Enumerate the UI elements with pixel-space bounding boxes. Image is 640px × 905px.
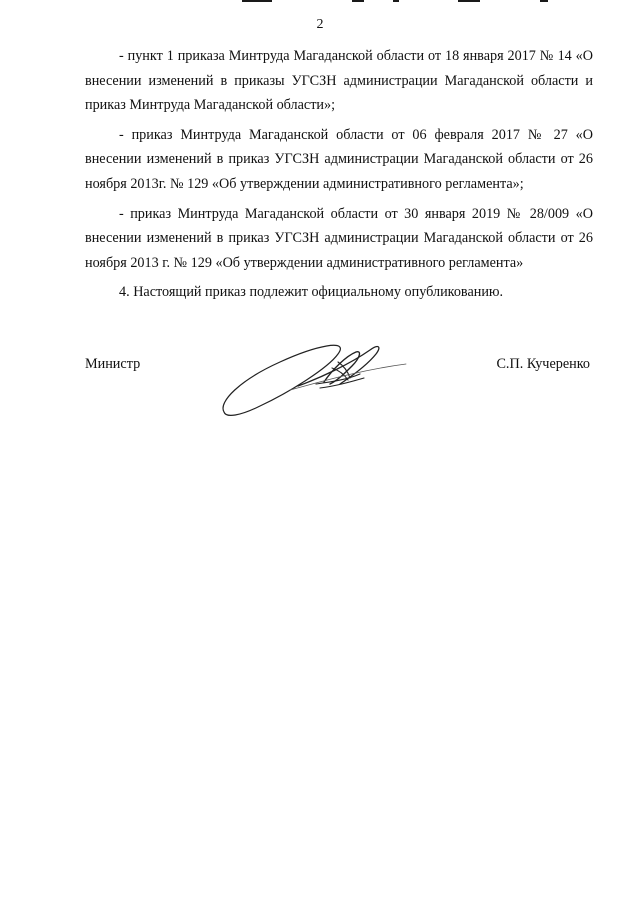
signer-title: Министр [85,356,141,372]
scan-mark [242,0,272,2]
document-body [85,44,593,310]
paragraph-item-4: 4. Настоящий приказ подлежит официальному опубликованию. [119,284,504,301]
signature-block [85,352,590,432]
paragraph-item-2: - приказ Минтруда Магаданской области от 06 февраля 2017 № 27 «О внесении изменений в приказ УГСЗН администрации Магаданской области от 26 ноября 2013г. № 129 «Об утверждении административного регламента»; [85,126,593,192]
scan-artifact-marks [0,0,640,4]
scan-mark [540,0,548,2]
paragraph-item-3: - приказ Минтруда Магаданской области от 30 января 2019 № 28/009 «О внесении изменений в приказ УГСЗН администрации Магаданской области от 26 ноября 2013 г. № 129 «Об утверждении административного регламента» [85,205,593,271]
handwritten-signature [220,340,410,422]
signer-name: С.П. Кучеренко [496,356,590,372]
scan-mark [458,0,480,2]
paragraph-item-1: - пункт 1 приказа Минтруда Магаданской области от 18 января 2017 № 14 «О внесении изменений в приказы УГСЗН администрации Магаданской области и приказ Минтруда Магаданской области»; [85,48,593,114]
page-number: 2 [316,17,324,32]
scan-mark [393,0,399,2]
scan-mark [352,0,364,2]
